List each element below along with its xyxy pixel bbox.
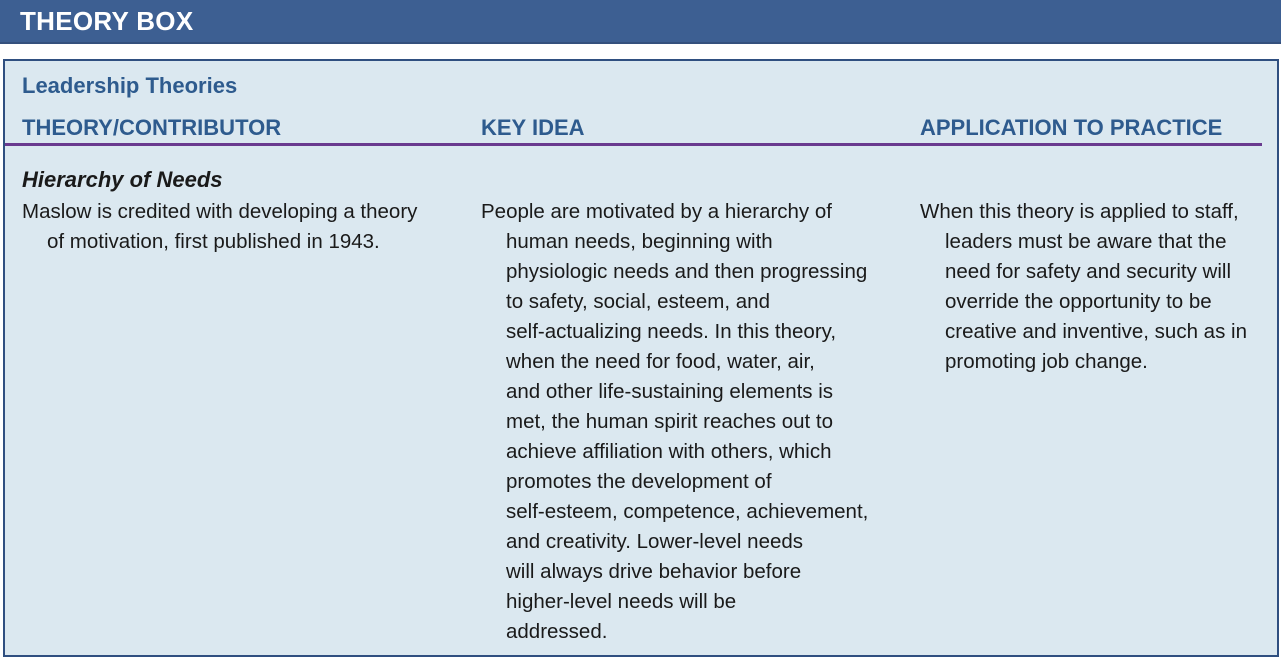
key-idea-line: addressed. — [506, 620, 608, 643]
key-idea-line: self-actualizing needs. In this theory, — [506, 320, 837, 343]
key-idea-line: higher-level needs will be — [506, 590, 737, 613]
application-line: override the opportunity to be — [945, 290, 1212, 313]
key-idea-line: will always drive behavior before — [506, 560, 802, 583]
header-bar — [0, 0, 1281, 44]
theory-name: Hierarchy of Needs — [22, 167, 223, 192]
contributor-line: Maslow is credited with developing a theory — [22, 200, 418, 223]
application-line: When this theory is applied to staff, — [920, 200, 1239, 223]
contributor-cell — [22, 197, 417, 257]
key-idea-line: achieve affiliation with others, which — [506, 440, 832, 463]
application-cell — [920, 197, 1247, 377]
application-line: creative and inventive, such as in — [945, 320, 1247, 343]
column-header-key-idea: KEY IDEA — [481, 115, 585, 140]
key-idea-line: People are motivated by a hierarchy of — [481, 200, 832, 223]
key-idea-line: human needs, beginning with — [506, 230, 773, 253]
column-header-application: APPLICATION TO PRACTICE — [920, 115, 1223, 140]
application-line: promoting job change. — [945, 350, 1148, 373]
column-header-theory: THEORY/CONTRIBUTOR — [22, 115, 282, 140]
header-title: THEORY BOX — [20, 6, 194, 36]
key-idea-line: promotes the development of — [506, 470, 772, 493]
key-idea-line: when the need for food, water, air, — [506, 350, 815, 373]
key-idea-line: physiologic needs and then progressing — [506, 260, 868, 283]
header-divider — [5, 143, 1262, 146]
key-idea-line: to safety, social, esteem, and — [506, 290, 770, 313]
key-idea-line: and other life-sustaining elements is — [506, 380, 834, 403]
key-idea-line: and creativity. Lower-level needs — [506, 530, 804, 553]
box-subtitle: Leadership Theories — [22, 73, 238, 98]
key-idea-line: self-esteem, competence, achievement, — [506, 500, 869, 523]
contributor-line: of motivation, first published in 1943. — [47, 230, 380, 253]
application-line: leaders must be aware that the — [945, 230, 1227, 253]
theory-box-panel — [3, 59, 1279, 657]
key-idea-cell — [481, 197, 868, 647]
key-idea-line: met, the human spirit reaches out to — [506, 410, 834, 433]
application-line: need for safety and security will — [945, 260, 1231, 283]
